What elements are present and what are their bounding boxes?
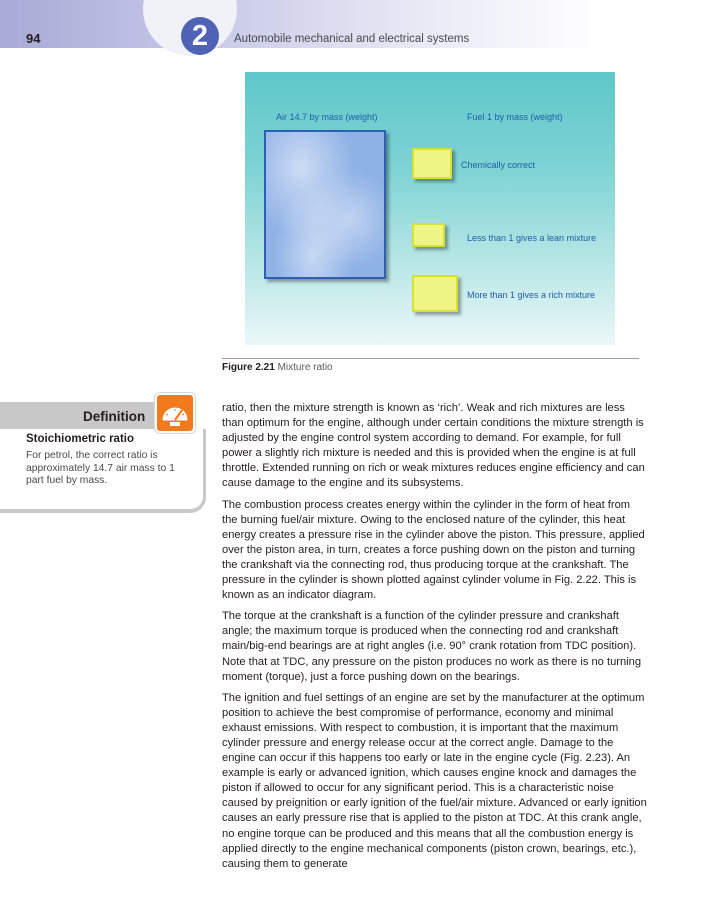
paragraph: The combustion process creates energy within the cylinder in the form of heat from the burning fuel/air mixture. Owing to the enclosed nature of the cylinder, this heat energy creates a pressure rise in the cylinder above the piston. This pressure, applied over the piston area, in turn, creates a force pushing down on the piston and turning the crankshaft via the connecting rod, thus producing torque at the crankshaft. The pressure in the cylinder is shown plotted against cylinder volume in Fig. 2.22. This is known as an indicator diagram.	[222, 498, 645, 602]
caption-rule	[222, 358, 639, 359]
definition-box	[0, 402, 210, 514]
page-number: 94	[26, 31, 41, 46]
gauge-icon	[155, 393, 195, 433]
paragraph: The torque at the crankshaft is a function of the cylinder pressure and crankshaft angle; the maximum torque is produced when the connecting rod and crankshaft main/big-end bearings are at right angles (i.e. 90° crank rotation from TDC position). Note that at TDC, any pressure on the piston produces no work as there is no turning moment (torque), just a force pushing down on the bearings.	[222, 610, 642, 683]
paragraph: The ignition and fuel settings of an engine are set by the manufacturer at the optimum position to achieve the best compromise of performance, economy and minimal exhaust emissions. With respect to combustion, it is important that the maximum cylinder pressure and energy release occur at the correct angle. Damage to the engine can occur if this happens too early or late in the engine cycle (Fig. 2.23). An example is early or advanced ignition, which causes engine knock and damages the piston if allowed to occur for any significant period. This is a characteristic noise caused by preignition or early ignition of the fuel/air mixture. Advanced or early ignition causes an early pressure rise that is applied to the piston at TDC. At this crank angle, no engine torque can be produced and this means that all the combustion energy is applied directly to the engine mechanical components (piston crown, bearings, etc.), causing them to generate	[222, 691, 647, 870]
fuel-label: Fuel 1 by mass (weight)	[467, 112, 563, 122]
label-rich-mixture: More than 1 gives a rich mixture	[467, 290, 596, 300]
air-label: Air 14.7 by mass (weight)	[276, 112, 378, 122]
air-mass-block	[264, 130, 386, 279]
paragraph: ratio, then the mixture strength is known as ‘rich’. Weak and rich mixtures are less than optimum for the engine, although under certain conditions the mixture strength is adjusted by the engine control system according to demand. For example, for full power a slightly rich mixture is needed and this is provided when the engine is at full throttle. Extended running on rich or weak mixtures reduces engine efficiency and can cause damage to the engine and its subsystems.	[222, 402, 645, 490]
fuel-block-rich	[412, 275, 458, 312]
definition-text: For petrol, the correct ratio is approximately 14.7 air mass to 1 part fuel by mass.	[26, 450, 175, 487]
body-text	[222, 401, 647, 878]
running-title: Automobile mechanical and electrical systems	[234, 33, 470, 45]
mixture-ratio-figure	[245, 72, 615, 345]
caption-title: Mixture ratio	[277, 362, 333, 373]
definition-title: Definition	[83, 409, 146, 424]
label-chemically-correct: Chemically correct	[461, 160, 536, 170]
label-lean-mixture: Less than 1 gives a lean mixture	[467, 233, 597, 243]
caption-number: Figure 2.21	[222, 362, 275, 373]
figure-caption	[222, 362, 333, 373]
fuel-block-correct	[412, 148, 452, 179]
definition-term: Stoichiometric ratio	[26, 433, 134, 445]
fuel-block-lean	[412, 223, 445, 247]
chapter-number-badge: 2	[181, 17, 219, 55]
